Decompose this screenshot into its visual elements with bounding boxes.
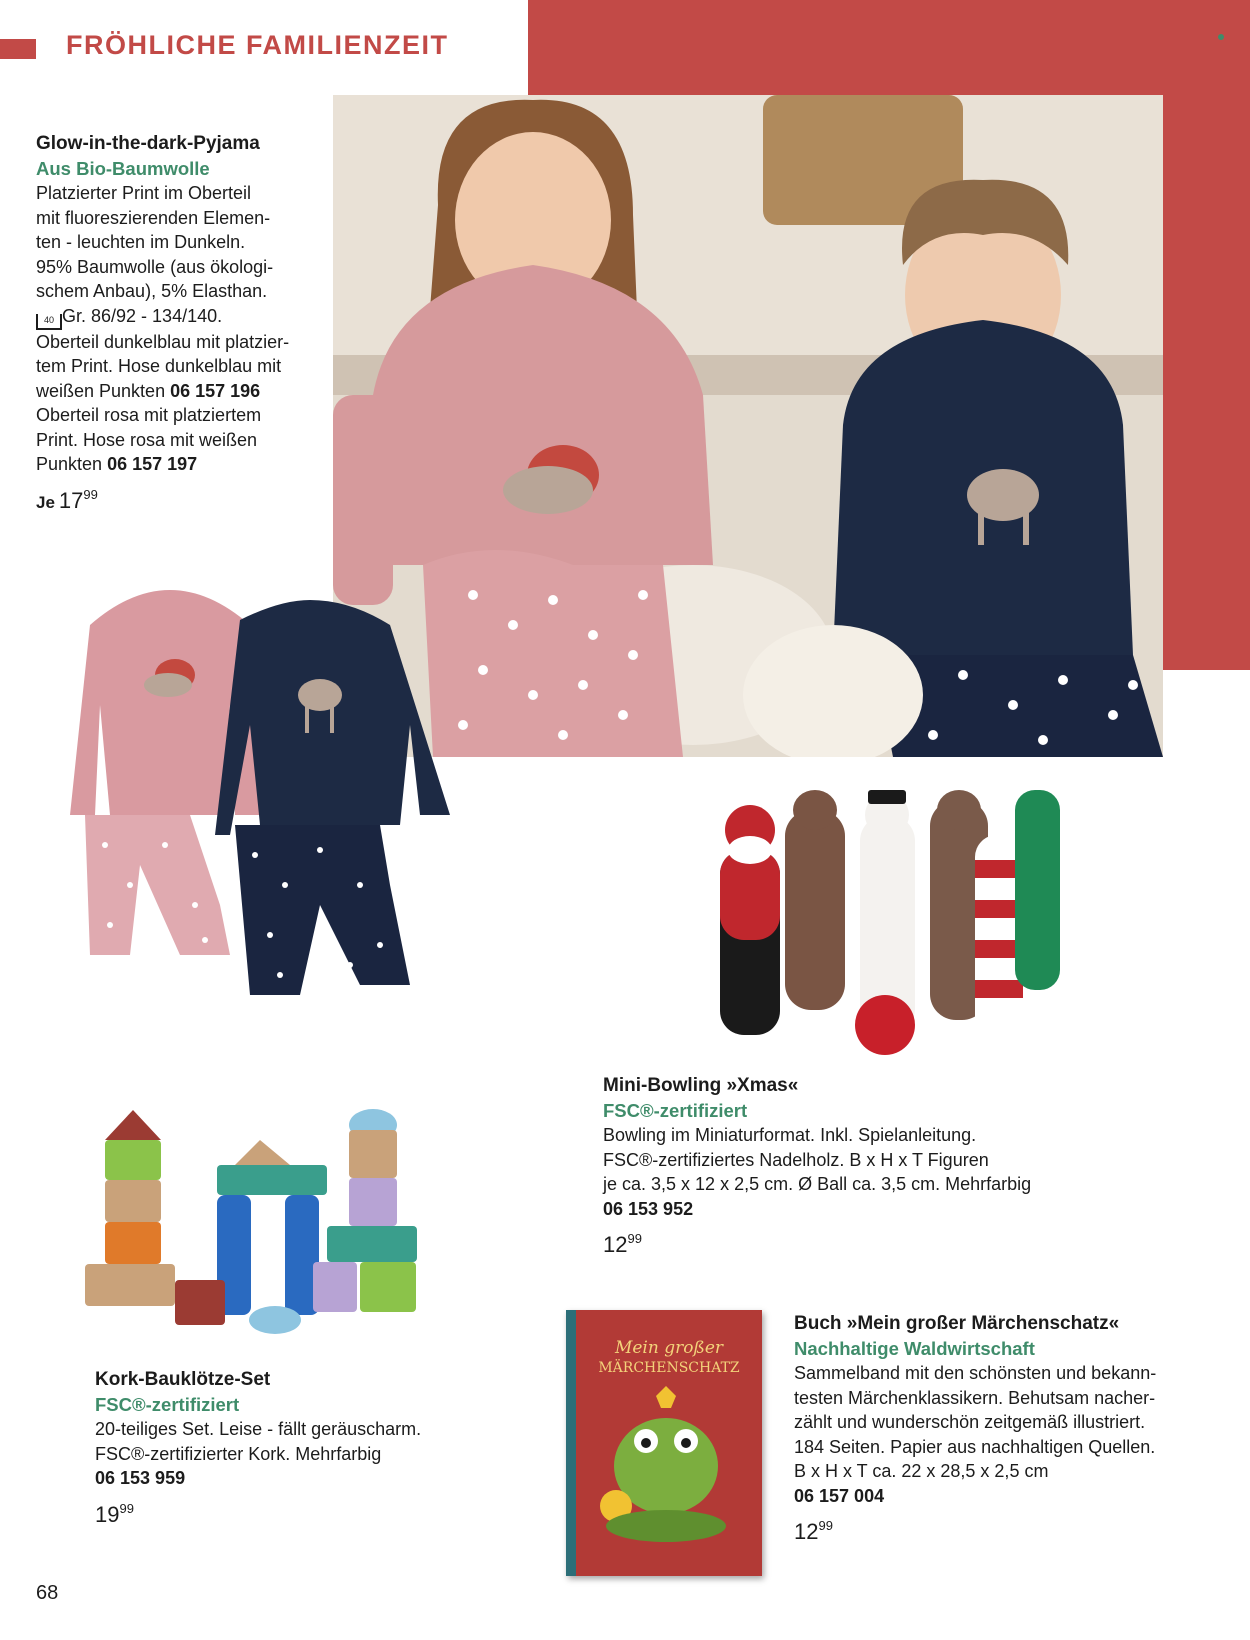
description-line: 184 Seiten. Papier aus nachhaltigen Quellen. [794,1436,1156,1457]
page-title: FRÖHLICHE FAMILIENZEIT [66,30,449,60]
description-line: FSC®-zertifiziertes Nadelholz. B x H x T Figuren [603,1149,989,1170]
description-line: Platzierter Print im Oberteil [36,183,252,203]
description-line: mit fluoreszierenden Elemen- [36,207,271,228]
price: Je $17^{99}$ [36,486,98,513]
price: $12^{99}$ [794,1518,833,1544]
product-cork-blocks [95,1368,515,1527]
description-line: 20-teiliges Set. Leise - fällt geräuscharm. [95,1419,422,1439]
article-number: 06 153 952 [603,1198,694,1219]
description-line: tem Print. Hose dunkelblau mit [36,356,282,376]
product-book [794,1312,1234,1545]
code-line: weißen Punkten 06 157 196 [36,380,261,401]
mini-bowling-image [720,790,1060,1060]
description-line: 95% Baumwolle (aus ökologi- [36,256,274,277]
product-subtitle: Aus Bio-Baumwolle [36,157,210,179]
brand-dot-icon [1218,34,1224,40]
description-line: testen Märchenklassikern. Behutsam nacher- [794,1387,1156,1408]
description-line: Oberteil rosa mit platziertem [36,405,262,425]
article-number: 06 157 196 [170,380,261,401]
product-name: Glow-in-the-dark-Pyjama [36,133,260,154]
article-number: 06 157 197 [107,454,198,474]
product-subtitle: Nachhaltige Waldwirtschaft [794,1337,1035,1359]
product-name: Kork-Bauklötze-Set [95,1369,271,1390]
description-line: Bowling im Miniaturformat. Inkl. Spielanleitung. [603,1125,977,1145]
description-line: Print. Hose rosa mit weißen [36,429,258,450]
product-subtitle: FSC®-zertifiziert [95,1393,240,1415]
description-line: Sammelband mit den schönsten und bekann- [794,1363,1157,1383]
size-line: 40 Gr. 86/92 - 134/140. [36,304,306,330]
product-pyjama [36,132,306,515]
description-line: FSC®-zertifizierter Kork. Mehrfarbig [95,1443,382,1464]
product-subtitle: FSC®-zertifiziert [603,1099,748,1121]
wash-40-icon: 40 [36,314,62,330]
article-number: 06 157 004 [794,1485,885,1506]
description-line: je ca. 3,5 x 12 x 2,5 cm. Ø Ball ca. 3,5 cm. Mehrfarbig [603,1174,1032,1194]
page-number: 68 [36,1582,59,1604]
article-number: 06 153 959 [95,1468,186,1488]
header-accent-bar [0,39,36,59]
code-line: Punkten 06 157 197 [36,454,198,474]
description-line: B x H x T ca. 22 x 28,5 x 2,5 cm [794,1461,1049,1481]
price: $12^{99}$ [603,1231,642,1257]
description-line: ten - leuchten im Dunkeln. [36,232,246,252]
pyjama-product-image [70,585,470,1025]
price: $19^{99}$ [95,1500,134,1527]
description-line: zählt und wunderschön zeitgemäß illustriert. [794,1412,1146,1432]
product-name: Mini-Bowling »Xmas« [603,1075,799,1096]
book-cover-image [566,1310,762,1576]
book-cover-title: Mein großer [614,1338,724,1358]
cork-blocks-image [85,1105,425,1335]
description-line: Oberteil dunkelblau mit platzier- [36,331,290,352]
product-name: Buch »Mein großer Märchenschatz« [794,1313,1120,1334]
book-cover-title: MÄRCHENSCHATZ [598,1360,740,1376]
description-line: schem Anbau), 5% Elasthan. [36,281,268,301]
product-mini-bowling [603,1074,1163,1258]
